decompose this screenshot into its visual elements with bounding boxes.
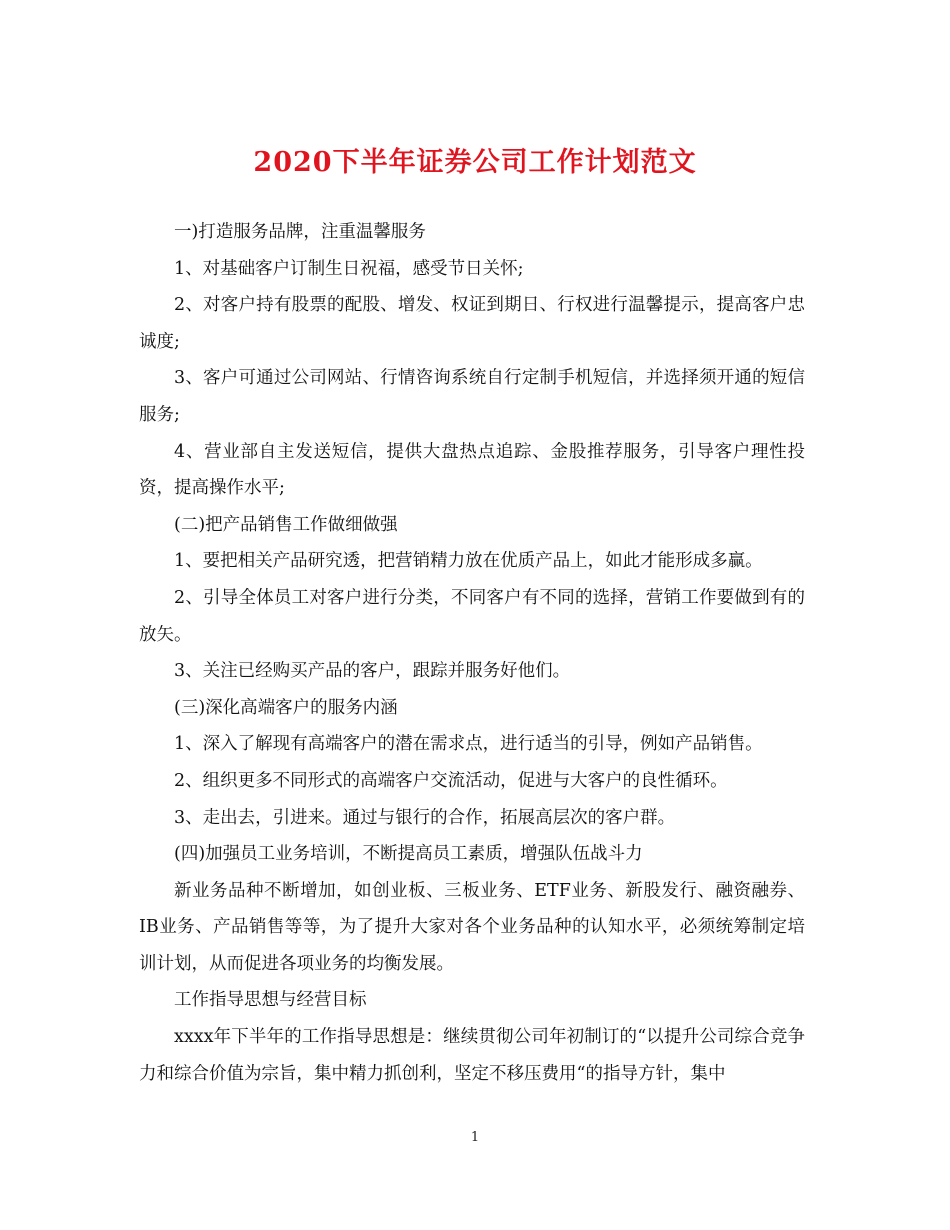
paragraph: 2、对客户持有股票的配股、增发、权证到期日、行权进行温馨提示，提高客户忠诚度; xyxy=(139,295,805,352)
paragraph: 3、走出去，引进来。通过与银行的合作，拓展高层次的客户群。 xyxy=(174,807,676,828)
paragraph: 1、对基础客户订制生日祝福，感受节日关怀; xyxy=(174,258,524,279)
section-heading-2: (二)把产品销售工作做细做强 xyxy=(174,514,398,535)
paragraph: xxxx年下半年的工作指导思想是：继续贯彻公司年初制订的“以提升公司综合竞争力和综合价值为宗旨，集中精力抓创利，坚定不移压费用“的指导方针，集中 xyxy=(139,1027,805,1084)
section-heading-5: 工作指导思想与经营目标 xyxy=(174,990,367,1011)
paragraph: 3、客户可通过公司网站、行情咨询系统自行定制手机短信，并选择须开通的短信服务; xyxy=(139,368,805,425)
paragraph: 4、营业部自主发送短信，提供大盘热点追踪、金股推荐服务，引导客户理性投资，提高操作水平; xyxy=(139,441,805,499)
section-heading-4: (四)加强员工业务培训，不断提高员工素质，增强队伍战斗力 xyxy=(174,844,643,865)
document-title: 2020下半年证券公司工作计划范文 xyxy=(253,147,697,178)
paragraph: 1、要把相关产品研究透，把营销精力放在优质产品上，如此才能形成多赢。 xyxy=(174,551,763,572)
paragraph: 1、深入了解现有高端客户的潜在需求点，进行适当的引导，例如产品销售。 xyxy=(174,734,763,755)
paragraph: 2、组织更多不同形式的高端客户交流活动，促进与大客户的良性循环。 xyxy=(174,770,728,791)
paragraph: 3、关注已经购买产品的客户，跟踪并服务好他们。 xyxy=(174,661,571,682)
paragraph: 新业务品种不断增加，如创业板、三板业务、ETF业务、新股发行、融资融券、IB业务、产品销售等等，为了提升大家对各个业务品种的认知水平，必须统筹制定培训计划，从而促进各项业务的均衡发展。 xyxy=(139,880,805,974)
paragraph: 2、引导全体员工对客户进行分类，不同客户有不同的选择，营销工作要做到有的放矢。 xyxy=(139,587,805,645)
page-number: 1 xyxy=(470,1130,480,1145)
section-heading-3: (三)深化高端客户的服务内涵 xyxy=(174,697,398,718)
document-body xyxy=(139,214,805,1092)
section-heading-1: 一)打造服务品牌，注重温馨服务 xyxy=(174,222,426,242)
